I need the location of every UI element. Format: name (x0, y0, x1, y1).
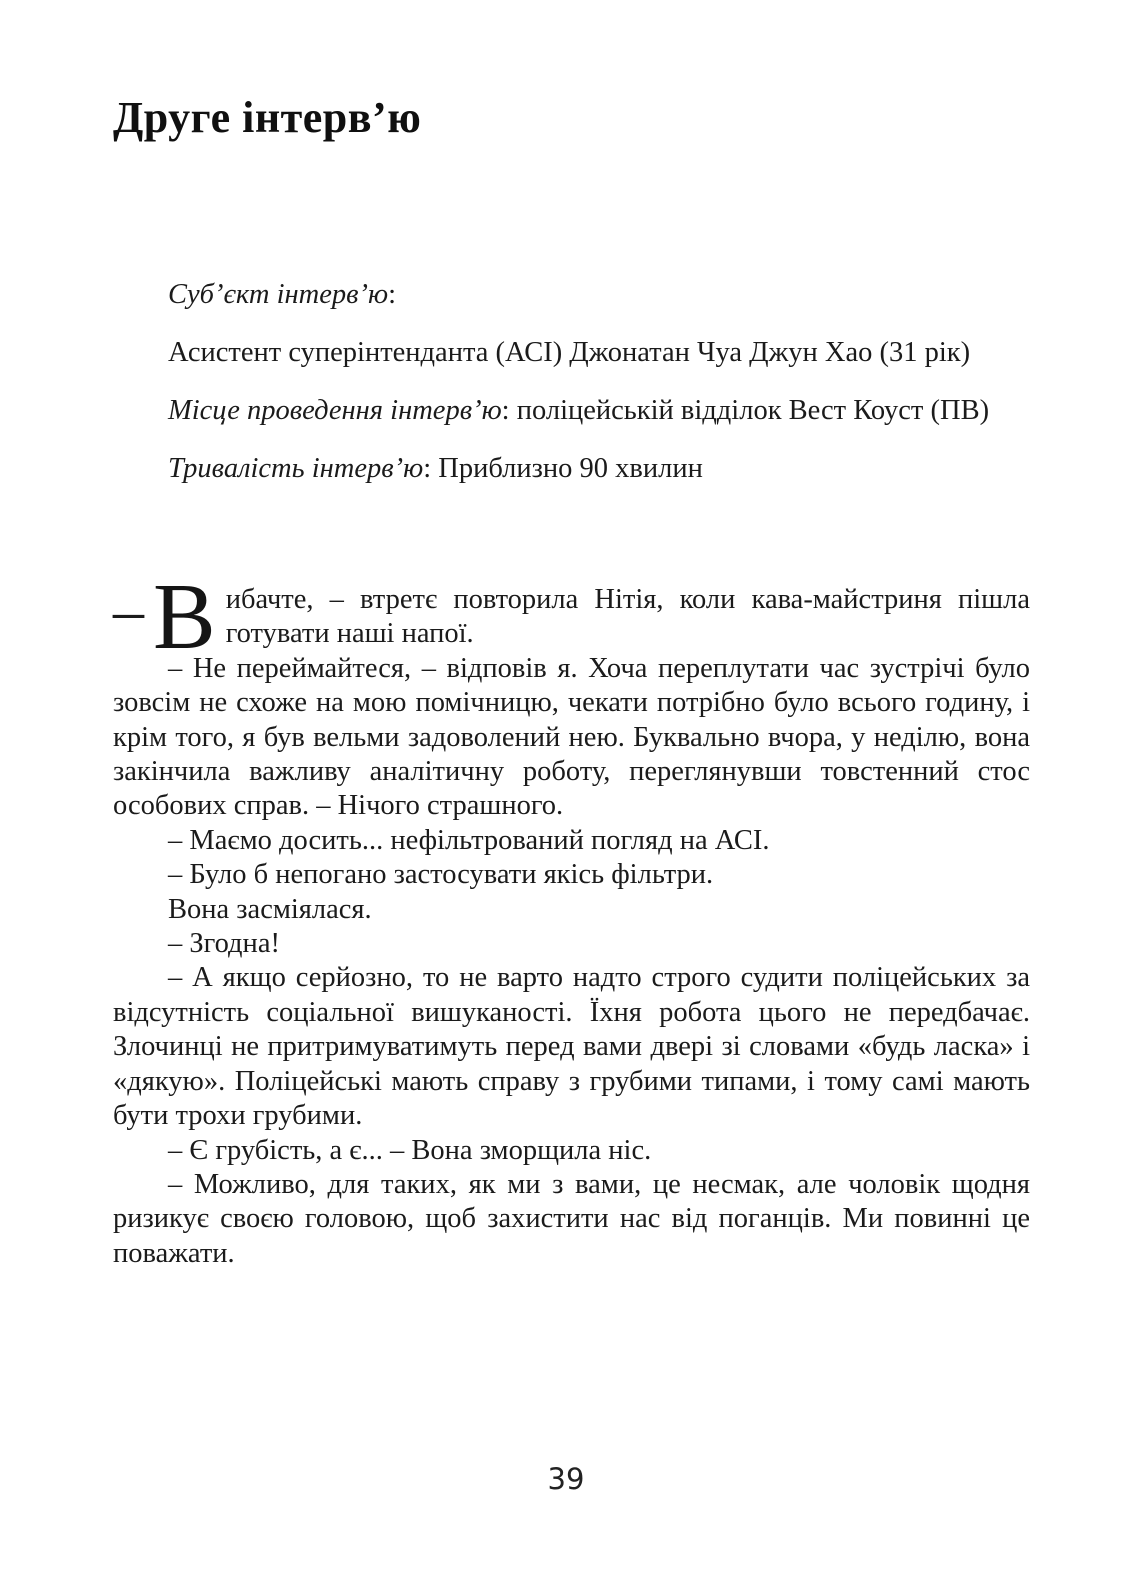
body-text (113, 565, 1030, 1271)
drop-cap-letter: В (153, 565, 216, 669)
paragraph: – Маємо досить... нефільтрований погляд на АСІ. (168, 824, 770, 856)
paragraph: – Є грубість, а є... – Вона зморщила ніс. (168, 1134, 652, 1166)
meta-duration-line (168, 446, 1030, 491)
meta-duration-colon: : (423, 453, 439, 484)
dialogue-dash: – (113, 577, 144, 645)
meta-subject-colon: : (388, 279, 396, 310)
paragraph: – Не переймайтеся, – відповів я. Хоча переплутати час зустрічі було зовсім не схоже на мою помічницю, чекати потрібно було всього годину, і крім того, я був вельми задоволений нею. Буквально вчора, у неділю, вона закінчила важливу аналітичну роботу, переглянувши товстенний стос особових справ. – Нічого страшного. (113, 652, 1030, 822)
meta-subject-value: Асистент суперінтенданта (АСІ) Джонатан Чуа Джун Хао (31 рік) (168, 337, 971, 368)
meta-location-value: поліцейській відділок Вест Коуст (ПВ) (516, 395, 990, 426)
interview-meta (168, 272, 1030, 491)
paragraph: – А якщо серйозно, то не варто надто строго судити поліцейських за відсутність соціальної вишуканості. Їхня робота цього не передбачає. Злочинці не притримуватимуть перед вами двері зі словами «будь ласка» і «дякую». Поліцейські мають справу з грубими типами, і тому самі мають бути трохи грубими. (113, 962, 1030, 1132)
paragraph-with-dropcap (113, 565, 1030, 669)
paragraph: – Можливо, для таких, як ми з вами, це несмак, але чоловік щодня ризикує своєю головою, щоб захистити нас від поганців. Ми повинні це поважати. (113, 1168, 1030, 1269)
meta-duration-label: Тривалість інтерв’ю (168, 453, 424, 484)
paragraph: Вона засміялася. (168, 893, 372, 925)
paragraph: – Згодна! (168, 928, 280, 960)
meta-location-colon: : (501, 395, 517, 426)
paragraph-text: ибачте, – втретє повторила Нітія, коли кава-майстриня пішла готувати наші напої. (225, 584, 1030, 650)
meta-duration-value: Приблизно 90 хвилин (438, 453, 703, 484)
page-number: 39 (547, 1462, 585, 1496)
paragraph: – Було б непогано застосувати якісь фільтри. (168, 859, 714, 891)
meta-subject-label: Суб’єкт інтерв’ю (168, 279, 389, 310)
meta-location-label: Місце проведення інтерв’ю (168, 395, 502, 426)
meta-location-line (168, 388, 1030, 433)
chapter-title: Друге інтерв’ю (113, 93, 422, 142)
meta-subject-label-line (168, 272, 1030, 317)
